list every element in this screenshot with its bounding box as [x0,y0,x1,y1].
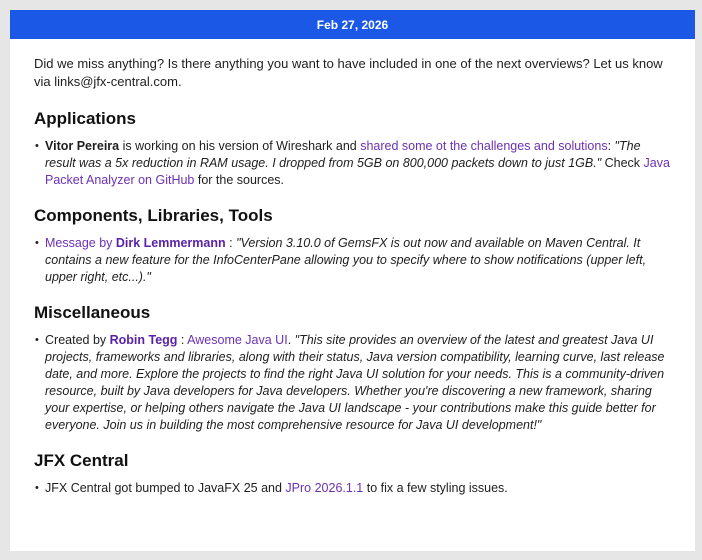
item-quote: "Version 3.10.0 of GemsFX is out now and available on Maven Central. It contains a new feature for the InfoCenterPane allowing you to specify where to show notifications (upper left, upper right, etc...)." [45,236,647,284]
item-text: : [177,333,188,347]
item-quote: "This site provides an overview of the latest and greatest Java UI projects, frameworks and libraries, along with their status, Java version compatibility, learning curve, last release date, and more. Explore the projects to find the right Java UI solution for your needs. This is a community-driven resource, built by Java developers for Java developers. Whether you're discovering a new framework, sharing your expertise, or helping others navigate the Java UI landscape - your contributions make this guide better for everyone. Join us in building the most comprehensive resource for Java UI development!" [45,333,665,432]
item-text: Check [601,156,644,170]
date-label: Feb 27, 2026 [316,17,389,32]
section-title-jfx-central: JFX Central [34,451,129,470]
item-text: for the sources. [194,173,285,187]
components-list [34,235,671,286]
item-text: to fix a few styling issues. [363,481,508,495]
list-item [34,138,671,189]
intro-text: Did we miss anything? Is there anything you want to have included in one of the next overviews? Let us know via links@jfx-central.com. [34,56,663,89]
challenges-link[interactable]: shared some ot the challenges and solutions [360,139,608,153]
section-title-misc: Miscellaneous [34,303,151,322]
message-link[interactable]: Message by [45,236,116,250]
item-text: : [225,236,237,250]
jfx-central-list [34,480,671,497]
author-link[interactable]: Robin Tegg [109,333,178,347]
newsletter-card [10,10,695,551]
date-header [10,10,695,39]
section-title-components: Components, Libraries, Tools [34,206,273,225]
item-text: is working on his version of Wireshark and [119,139,361,153]
item-text: Created by [45,333,110,347]
item-text: : [607,139,615,153]
author-name: Vitor Pereira [45,139,120,153]
jpro-link[interactable]: JPro 2026.1.1 [285,481,364,495]
item-text: JFX Central got bumped to JavaFX 25 and [45,481,286,495]
item-quote: "The result was a 5x reduction in RAM usage. I dropped from 5GB on 800,000 packets down to just 1GB." [45,139,641,170]
author-link[interactable]: Dirk Lemmermann [115,236,226,250]
newsletter-content [10,39,695,497]
list-item [34,332,671,434]
misc-list [34,332,671,434]
github-link[interactable]: Java Packet Analyzer on GitHub [45,156,670,187]
item-text: . [287,333,295,347]
list-item [34,235,671,286]
list-item [34,480,671,497]
applications-list [34,138,671,189]
section-title-applications: Applications [34,109,137,128]
awesome-java-ui-link[interactable]: Awesome Java UI [187,333,288,347]
